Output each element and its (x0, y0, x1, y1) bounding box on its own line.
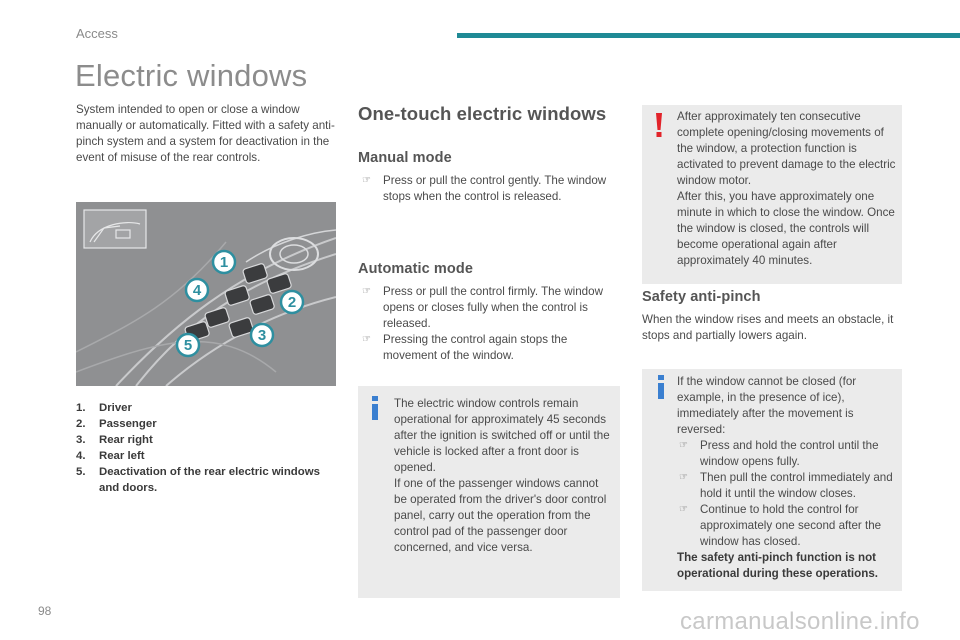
legend-item: 5. Deactivation of the rear electric windows and doors. (76, 466, 320, 494)
info-box-intro: If the window cannot be closed (for example, in the presence of ice), immediately after the movement is reversed: (677, 375, 857, 436)
page-title: Electric windows (75, 58, 308, 93)
list-item: ☞ Press and hold the control until the window opens fully. (679, 439, 879, 468)
intro-paragraph: System intended to open or close a window manually or automatically. Fitted with a safety anti-pinch system and a system for deactivation in the event of misuse of the rear controls. (76, 103, 335, 164)
callout-3: 3 (257, 327, 267, 344)
callout-2: 2 (287, 294, 297, 311)
one-touch-heading: One-touch electric windows (358, 103, 607, 124)
door-controls-illustration (76, 202, 336, 386)
watermark: carmanualsonline.info (680, 608, 920, 635)
manual-mode-list (360, 173, 622, 205)
legend-item: 2. Passenger (76, 418, 157, 430)
automatic-mode-heading: Automatic mode (358, 261, 473, 277)
warning-text: After approximately ten consecutive complete opening/closing movements of the window, a protection function is activated to prevent damage to the electric window motor. (677, 110, 896, 187)
info-box-note: The safety anti-pinch function is not operational during these operations. (677, 551, 878, 580)
legend-item: 4. Rear left (76, 450, 145, 462)
section-accent-bar (457, 33, 960, 38)
page-number: 98 (38, 604, 52, 618)
list-item: ☞ Press or pull the control firmly. The window opens or closes fully when the control is released. (362, 285, 603, 330)
callout-4: 4 (192, 282, 202, 299)
section-label: Access (76, 26, 118, 41)
legend-item: 3. Rear right (76, 434, 153, 446)
list-item: ☞ Pressing the control again stops the movement of the window. (362, 333, 568, 362)
info-box-text-2: If one of the passenger windows cannot be operated from the driver's door control panel, carry out the operation from the control pad of the passenger door concerned, and vice versa. (394, 477, 607, 554)
list-item: ☞ Press or pull the control gently. The window stops when the control is released. (362, 174, 607, 203)
illustration-legend (76, 400, 338, 496)
automatic-mode-list (360, 284, 622, 364)
warning-text-2: After this, you have approximately one minute in which to close the window. Once the window is closed, the controls will become operational again after approximately 40 minutes. (677, 190, 895, 267)
safety-heading: Safety anti-pinch (642, 289, 761, 305)
callout-1: 1 (219, 254, 229, 271)
legend-item: 1. Driver (76, 402, 132, 414)
warning-icon (654, 113, 664, 137)
list-item: ☞ Then pull the control immediately and hold it until the window closes. (679, 471, 893, 500)
list-item: ☞ Continue to hold the control for approximately one second after the window has closed. (679, 503, 882, 548)
warning-box (642, 105, 902, 284)
safety-text: When the window rises and meets an obstacle, it stops and partially lowers again. (642, 313, 894, 342)
callout-5: 5 (183, 337, 193, 354)
info-box-steps (677, 438, 899, 550)
info-icon (368, 396, 382, 420)
info-box-text: The electric window controls remain operational for approximately 45 seconds after the ignition is switched off or until the vehicle is locked after a front door is opened. (394, 397, 610, 474)
info-box-anti-pinch (642, 369, 902, 591)
info-icon (654, 375, 668, 399)
manual-mode-heading: Manual mode (358, 150, 452, 166)
door-panel-drawing (76, 202, 336, 386)
info-box-controls (358, 386, 620, 598)
